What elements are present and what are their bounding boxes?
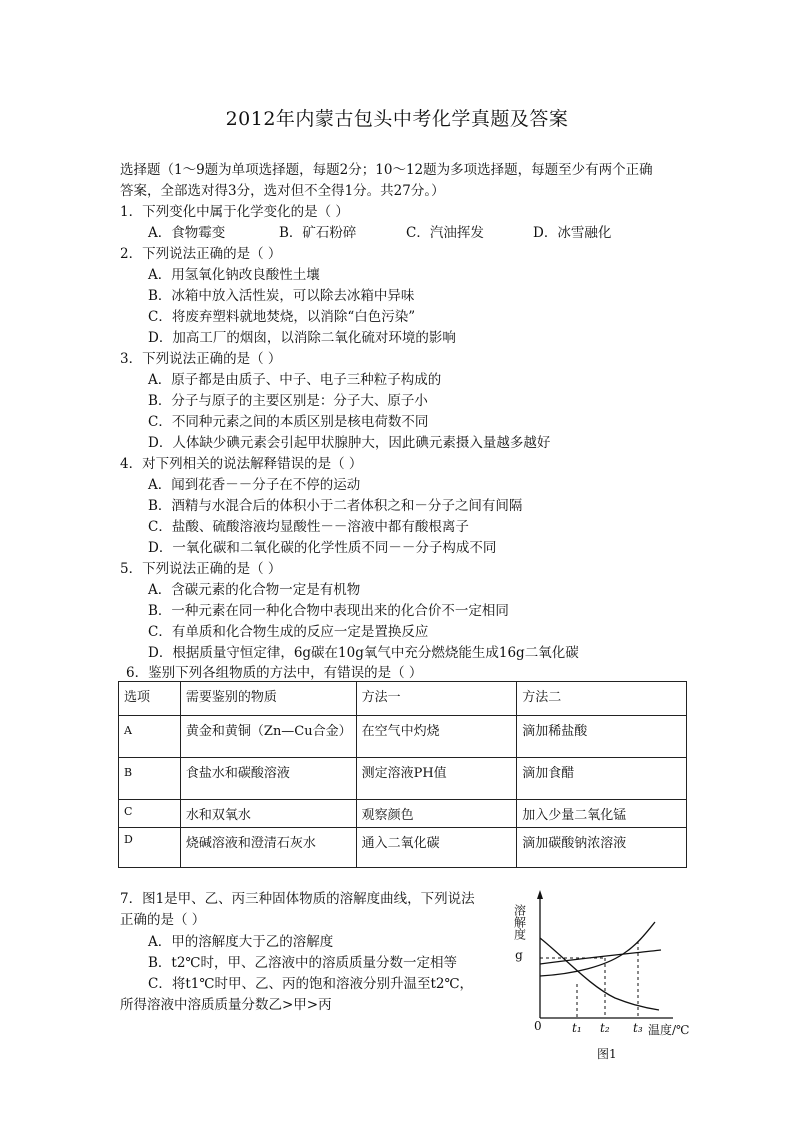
q1-option-c: C．汽油挥发 [406, 225, 484, 241]
table-cell: 滴加碳酸钠浓溶液 [517, 828, 687, 868]
q1-option-d: D．冰雪融化 [533, 225, 612, 241]
q2-option-c: C．将废弃塑料就地焚烧，以消除“白色污染” [148, 309, 416, 325]
table-cell: 水和双氧水 [180, 800, 356, 828]
curve-yi [540, 950, 661, 964]
q5-option-a: A．含碳元素的化合物一定是有机物 [148, 582, 361, 598]
q5-option-b: B．一种元素在同一种化合物中表现出来的化合价不一定相同 [148, 603, 509, 619]
q2-stem: 2．下列说法正确的是（ ） [120, 246, 282, 262]
q7-option-a: A．甲的溶解度大于乙的溶解度 [148, 934, 334, 950]
solubility-figure [505, 888, 715, 1063]
table-header-cell: 方法一 [356, 682, 517, 716]
figure-caption: 图1 [597, 1047, 617, 1061]
q3-option-c: C．不同种元素之间的本质区别是核电荷数不同 [148, 414, 429, 430]
table-cell: B [119, 758, 181, 800]
tick-t1: t₁ [572, 1021, 582, 1035]
table-cell: 观察颜色 [356, 800, 517, 828]
q4-option-c: C．盐酸、硫酸溶液均显酸性－－溶液中都有酸根离子 [148, 519, 469, 535]
origin-label: 0 [534, 1019, 542, 1033]
q7-option-b: B．t2℃时，甲、乙溶液中的溶质质量分数一定相等 [148, 955, 458, 971]
q7-option-c: C．将t1℃时甲、乙、丙的饱和溶液分别升温至t2℃， [148, 976, 474, 992]
tick-t3: t₃ [633, 1021, 643, 1035]
y-axis-label-text: 溶解度 [512, 904, 527, 940]
page-title: 2012年内蒙古包头中考化学真题及答案 [225, 108, 569, 130]
q5-stem: 5．下列说法正确的是（ ） [120, 561, 282, 577]
q7-stem-line-1: 7．图1是甲、乙、丙三种固体物质的溶解度曲线，下列说法 [120, 891, 475, 907]
table-cell: A [119, 716, 181, 758]
q3-stem: 3．下列说法正确的是（ ） [120, 351, 282, 367]
q6-stem: 6．鉴别下列各组物质的方法中，有错误的是（ ） [126, 665, 423, 681]
table-row [119, 758, 687, 800]
table-cell: 测定溶液PH值 [356, 758, 517, 800]
table-row [119, 800, 687, 828]
q6-table [118, 681, 687, 868]
table-header-cell: 需要鉴别的物质 [180, 682, 356, 716]
q3-option-a: A．原子都是由质子、中子、电子三种粒子构成的 [148, 372, 442, 388]
q3-option-b: B．分子与原子的主要区别是：分子大、原子小 [148, 393, 428, 409]
tick-t2: t₂ [600, 1021, 610, 1035]
q1-option-b: B．矿石粉碎 [279, 225, 357, 241]
table-cell: 食盐水和碳酸溶液 [180, 758, 356, 800]
q4-option-a: A．闻到花香－－分子在不停的运动 [148, 477, 361, 493]
table-header-cell: 方法二 [517, 682, 687, 716]
y-axis-label [511, 904, 527, 963]
y-axis-arrow [537, 890, 543, 899]
table-cell: D [119, 828, 181, 868]
q2-option-d: D．加高工厂的烟囱，以消除二氧化硫对环境的影响 [148, 330, 456, 346]
q4-option-d: D．一氧化碳和二氧化碳的化学性质不同－－分子构成不同 [148, 540, 497, 556]
q2-option-a: A．用氢氧化钠改良酸性土壤 [148, 267, 320, 283]
table-cell: 通入二氧化碳 [356, 828, 517, 868]
table-cell: 烧碱溶液和澄清石灰水 [180, 828, 356, 868]
intro-line-1: 选择题（1～9题为单项选择题，每题2分；10～12题为多项选择题，每题至少有两个正确 [120, 162, 653, 178]
table-cell: 在空气中灼烧 [356, 716, 517, 758]
table-header-cell: 选项 [119, 682, 181, 716]
q7-stem-line-2: 正确的是（ ） [120, 912, 206, 928]
x-axis-label: 温度/℃ [648, 1023, 690, 1037]
q2-option-b: B．冰箱中放入活性炭，可以除去冰箱中异味 [148, 288, 415, 304]
q5-option-d: D．根据质量守恒定律，6g碳在10g氧气中充分燃烧能生成16g二氧化碳 [148, 645, 579, 661]
q1-option-a: A．食物霉变 [148, 225, 226, 241]
intro-line-2: 答案，全部选对得3分，选对但不全得1分。共27分。） [120, 183, 445, 199]
q4-stem: 4．对下列相关的说法解释错误的是（ ） [120, 456, 363, 472]
y-axis-unit: g [515, 948, 523, 962]
q4-option-b: B．酒精与水混合后的体积小于二者体积之和－分子之间有间隔 [148, 498, 523, 514]
table-cell: 加入少量二氧化锰 [517, 800, 687, 828]
table-cell: 滴加食醋 [517, 758, 687, 800]
table-row [119, 828, 687, 868]
table-row [119, 716, 687, 758]
q7-option-c-cont: 所得溶液中溶质质量分数乙>甲>丙 [120, 997, 332, 1013]
table-header-row [119, 682, 687, 716]
q1-stem: 1．下列变化中属于化学变化的是（ ） [120, 204, 349, 220]
table-cell: 黄金和黄铜（Zn—Cu合金） [180, 716, 356, 758]
q3-option-d: D．人体缺少碘元素会引起甲状腺肿大，因此碘元素摄入量越多越好 [148, 435, 551, 451]
table-cell: 滴加稀盐酸 [517, 716, 687, 758]
table-cell: C [119, 800, 181, 828]
q5-option-c: C．有单质和化合物生成的反应一定是置换反应 [148, 624, 429, 640]
